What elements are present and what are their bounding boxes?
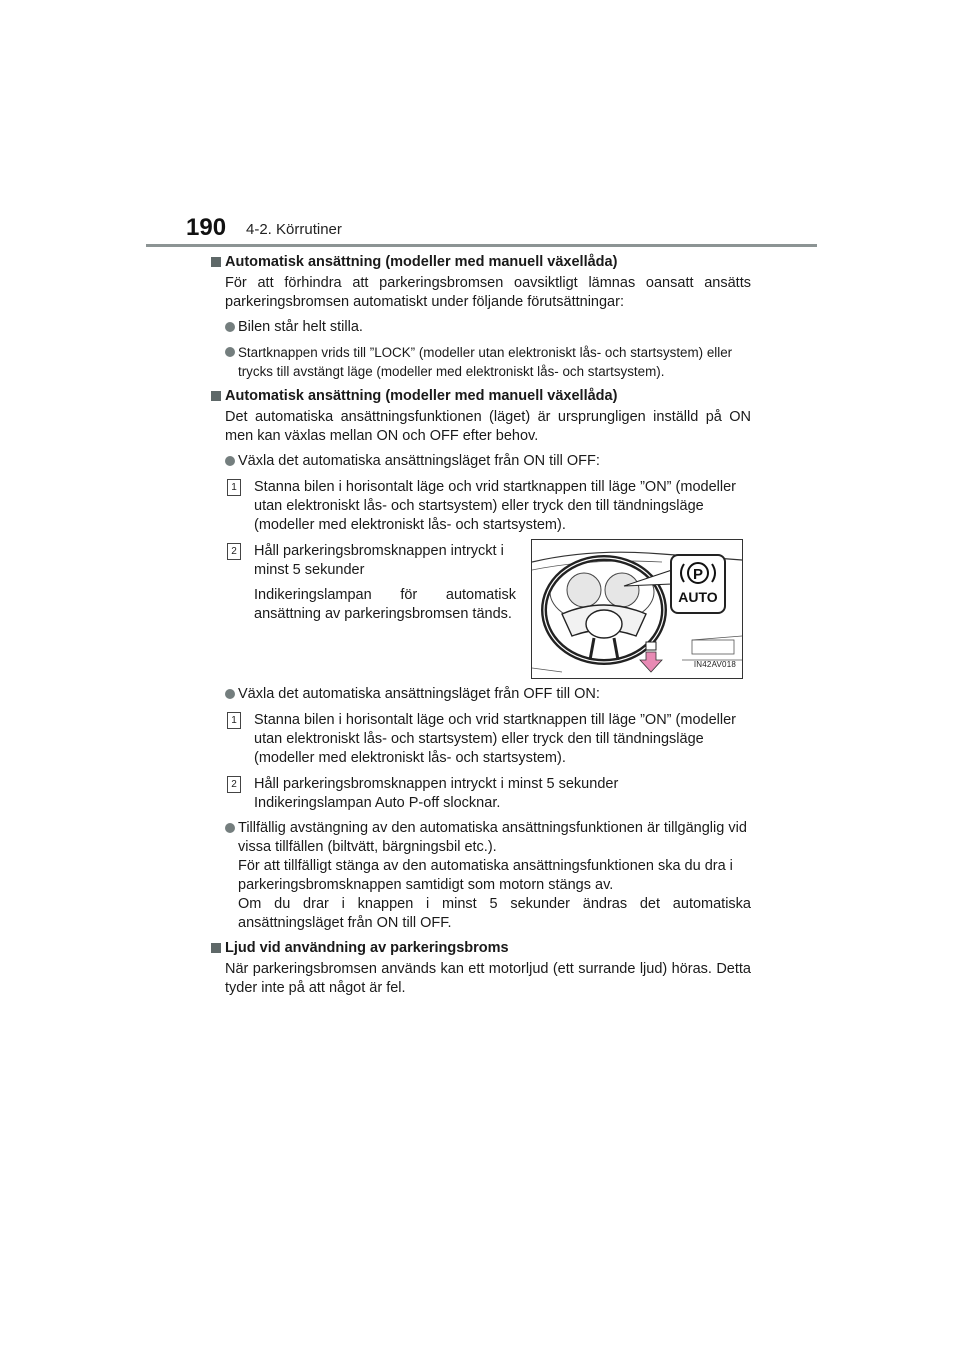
bullet-item: [211, 318, 751, 337]
bullet-item: [211, 343, 751, 381]
paragraph-sound: När parkeringsbromsen används kan ett motorljud (ett surrande ljud) höras. Detta tyder inte på att något är fel.: [225, 961, 751, 996]
heading-text: Ljud vid användning av parkeringsbroms: [225, 940, 509, 956]
round-bullet-icon: [225, 689, 235, 699]
square-bullet-icon: [211, 943, 221, 953]
heading-brake-sound: [211, 939, 751, 958]
page-header: [0, 0, 960, 250]
step-item: [211, 775, 751, 813]
step-number: 2: [227, 543, 241, 560]
paragraph-mode: Det automatiska ansättningsfunktionen (läget) är ursprungligen inställd på ON men kan växlas mellan ON och OFF efter behov.: [225, 409, 751, 444]
dashboard-illustration: [531, 539, 743, 679]
round-bullet-icon: [225, 347, 235, 357]
step-number: 1: [227, 712, 241, 729]
step-number: 2: [227, 776, 241, 793]
bullet-text: Om du drar i knappen i minst 5 sekunder ändras det automatiska ansättningsläget från ON till OFF.: [238, 896, 751, 931]
step-text: Håll parkeringsbromsknappen intryckt i minst 5 sekunder: [254, 543, 504, 578]
section-title: 4-2. Körrutiner: [246, 221, 342, 238]
heading-text: Automatisk ansättning (modeller med manuell växellåda): [225, 254, 618, 270]
bullet-text: Bilen står helt stilla.: [238, 319, 363, 335]
step-subtext: Indikeringslampan för automatisk ansättning av parkeringsbromsen tänds.: [254, 587, 516, 622]
bullet-text: Tillfällig avstängning av den automatiska ansättningsfunktionen är tillgänglig vid vissa tillfällen (biltvätt, bärgningsbil etc.).: [238, 820, 747, 855]
round-bullet-icon: [225, 823, 235, 833]
bullet-item: [211, 819, 751, 933]
bullet-text: Startknappen vrids till ”LOCK” (modeller utan elektroniskt lås- och startsystem) eller trycks till avstängt läge (modeller med elektroniskt lås- och startsystem).: [238, 345, 733, 379]
page-number: 190: [186, 214, 227, 241]
indicator-symbol: P: [692, 566, 704, 583]
heading-auto-apply-mode: [211, 387, 751, 406]
header-divider: [146, 244, 817, 247]
bullet-text: För att tillfälligt stänga av den automatiska ansättningsfunktionen ska du dra i parkeringsbromsknappen samtidigt som motorn stängs av.: [238, 858, 733, 893]
step-item: [211, 711, 751, 768]
step-item: [211, 542, 751, 679]
page-content: [211, 253, 751, 998]
step-text: Stanna bilen i horisontalt läge och vrid startknappen till läge ”ON” (modeller utan elektroniskt lås- och startsystem) eller tryck den till tändningsläge (modeller med elektroniskt lås- och startsystem).: [254, 712, 736, 766]
square-bullet-icon: [211, 257, 221, 267]
bullet-text: Växla det automatiska ansättningsläget från OFF till ON:: [238, 686, 600, 702]
auto-p-indicator: [670, 554, 726, 614]
round-bullet-icon: [225, 322, 235, 332]
step-subtext: Indikeringslampan Auto P-off slocknar.: [254, 795, 501, 811]
bullet-item: [211, 685, 751, 704]
step-item: [211, 478, 751, 535]
heading-text: Automatisk ansättning (modeller med manuell växellåda): [225, 388, 618, 404]
paragraph-intro: För att förhindra att parkeringsbromsen oavsiktligt lämnas oansatt ansätts parkeringsbromsen automatiskt under följande förutsättningar:: [225, 275, 751, 310]
indicator-auto-text: AUTO: [678, 589, 718, 605]
bullet-item: [211, 452, 751, 471]
step-number: 1: [227, 479, 241, 496]
parking-brake-p-icon: [672, 558, 724, 588]
step-text: Stanna bilen i horisontalt läge och vrid startknappen till läge ”ON” (modeller utan elektroniskt lås- och startsystem) eller tryck den till tändningsläge (modeller med elektroniskt lås- och startsystem).: [254, 479, 736, 533]
round-bullet-icon: [225, 456, 235, 466]
figure-code: IN42AV018: [693, 660, 736, 669]
square-bullet-icon: [211, 391, 221, 401]
heading-auto-apply: [211, 253, 751, 272]
bullet-text: Växla det automatiska ansättningsläget från ON till OFF:: [238, 453, 600, 469]
step-text: Håll parkeringsbromsknappen intryckt i minst 5 sekunder: [254, 776, 619, 792]
